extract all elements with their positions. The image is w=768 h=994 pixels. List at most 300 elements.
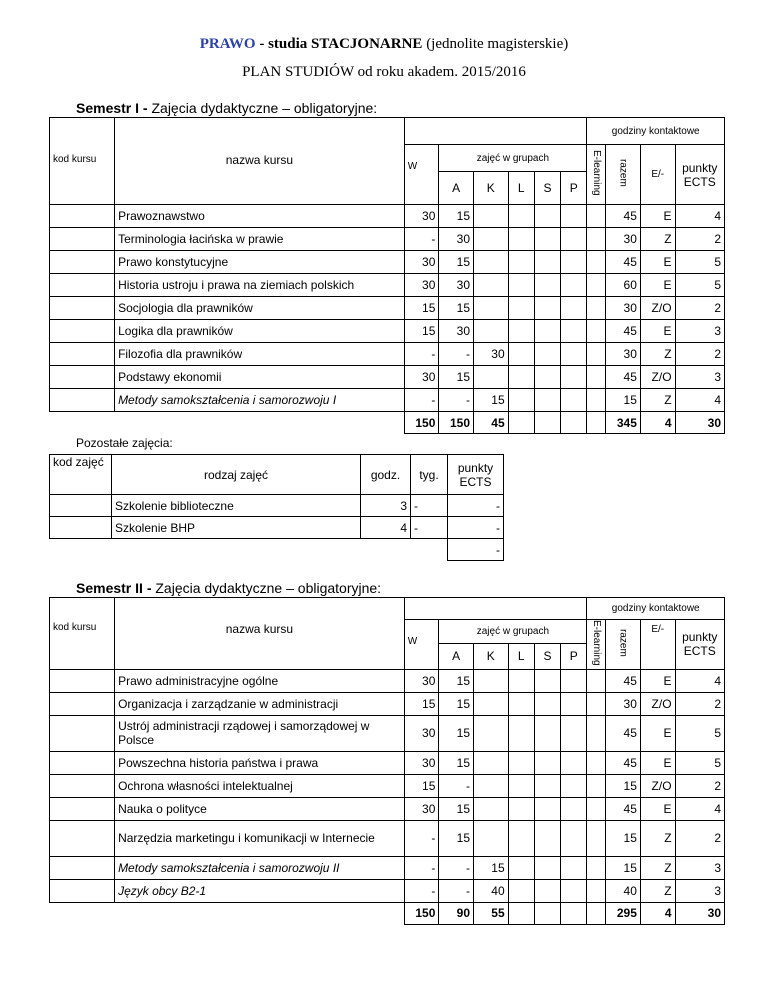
razem-cell: 45 xyxy=(606,366,641,389)
k-cell xyxy=(474,715,509,751)
ects-cell: 3 xyxy=(675,879,724,902)
header-k: K xyxy=(474,643,509,669)
exam-type-cell: Z/O xyxy=(640,366,675,389)
w-cell: 30 xyxy=(404,274,439,297)
w-cell: - xyxy=(404,228,439,251)
elearning-cell xyxy=(587,343,606,366)
s-cell xyxy=(534,366,560,389)
course-code-cell xyxy=(50,715,115,751)
a-cell: 30 xyxy=(439,228,474,251)
header-a: A xyxy=(439,172,474,205)
k-cell: 15 xyxy=(474,856,509,879)
course-name-cell: Ustrój administracji rządowej i samorządowej w Polsce xyxy=(115,715,405,751)
header-kod-kursu: kod kursu xyxy=(50,598,115,670)
l-cell xyxy=(508,669,534,692)
w-cell: - xyxy=(404,389,439,412)
total-k-cell: 55 xyxy=(474,902,509,924)
other-kod-cell xyxy=(50,517,112,539)
ects-cell: 5 xyxy=(675,715,724,751)
elearning-cell xyxy=(587,692,606,715)
w-cell: 30 xyxy=(404,751,439,774)
p-cell xyxy=(561,751,587,774)
course-name-cell: Powszechna historia państwa i prawa xyxy=(115,751,405,774)
ects-cell: 3 xyxy=(675,856,724,879)
elearning-cell xyxy=(587,389,606,412)
k-cell xyxy=(474,366,509,389)
course-code-cell xyxy=(50,251,115,274)
s-cell xyxy=(534,297,560,320)
course-code-cell xyxy=(50,389,115,412)
k-cell xyxy=(474,669,509,692)
title-mode: - studia STACJONARNE xyxy=(255,36,423,52)
course-name-cell: Metody samokształcenia i samorozwoju I xyxy=(115,389,405,412)
total-l-cell xyxy=(508,902,534,924)
p-cell xyxy=(561,228,587,251)
razem-cell: 30 xyxy=(606,343,641,366)
k-cell: 40 xyxy=(474,879,509,902)
p-cell xyxy=(561,856,587,879)
exam-type-cell: E xyxy=(640,205,675,228)
course-name-cell: Narzędzia marketingu i komunikacji w Internecie xyxy=(115,820,405,856)
s-cell xyxy=(534,692,560,715)
l-cell xyxy=(508,797,534,820)
table-row xyxy=(50,320,725,343)
w-cell: 30 xyxy=(404,366,439,389)
p-cell xyxy=(561,669,587,692)
s-cell xyxy=(534,751,560,774)
table-row xyxy=(50,715,725,751)
a-cell: 15 xyxy=(439,751,474,774)
exam-type-cell: E xyxy=(640,751,675,774)
s-cell xyxy=(534,251,560,274)
header-l: L xyxy=(508,172,534,205)
table-row xyxy=(50,751,725,774)
l-cell xyxy=(508,751,534,774)
table-row xyxy=(50,366,725,389)
ects-cell: 2 xyxy=(675,774,724,797)
l-cell xyxy=(508,715,534,751)
course-name-cell: Prawo konstytucyjne xyxy=(115,251,405,274)
total-w-cell: 150 xyxy=(404,412,439,434)
elearning-cell xyxy=(587,669,606,692)
table-row xyxy=(50,820,725,856)
l-cell xyxy=(508,274,534,297)
razem-cell: 45 xyxy=(606,251,641,274)
course-code-cell xyxy=(50,751,115,774)
exam-type-cell: E xyxy=(640,320,675,343)
w-cell: 30 xyxy=(404,715,439,751)
elearning-cell xyxy=(587,251,606,274)
table-row xyxy=(50,797,725,820)
elearning-cell xyxy=(587,297,606,320)
table-row xyxy=(50,274,725,297)
header-p: P xyxy=(561,172,587,205)
total-p-cell xyxy=(561,902,587,924)
p-cell xyxy=(561,297,587,320)
semester1-heading xyxy=(76,100,377,116)
header-l: L xyxy=(508,643,534,669)
semester2-heading xyxy=(76,580,381,596)
k-cell xyxy=(474,205,509,228)
exam-type-cell: Z xyxy=(640,343,675,366)
header-godziny-kontaktowe: godziny kontaktowe xyxy=(587,598,725,620)
razem-cell: 45 xyxy=(606,669,641,692)
k-cell xyxy=(474,774,509,797)
total-a-cell: 90 xyxy=(439,902,474,924)
course-code-cell xyxy=(50,879,115,902)
l-cell xyxy=(508,366,534,389)
course-code-cell xyxy=(50,297,115,320)
k-cell xyxy=(474,751,509,774)
elearning-cell xyxy=(587,856,606,879)
a-cell: 30 xyxy=(439,320,474,343)
total-ects-cell: 30 xyxy=(675,902,724,924)
w-cell: 30 xyxy=(404,797,439,820)
other-header-godz: godz. xyxy=(361,455,411,495)
header-e-z: E/- xyxy=(640,145,675,205)
course-code-cell xyxy=(50,228,115,251)
s-cell xyxy=(534,856,560,879)
l-cell xyxy=(508,205,534,228)
w-cell: 30 xyxy=(404,251,439,274)
razem-cell: 15 xyxy=(606,820,641,856)
a-cell: 15 xyxy=(439,797,474,820)
table-row xyxy=(50,343,725,366)
table-row xyxy=(50,205,725,228)
title-type: (jednolite magisterskie) xyxy=(422,36,569,52)
other-heading: Pozostałe zajęcia: xyxy=(76,436,173,450)
a-cell: - xyxy=(439,389,474,412)
header-razem: razem xyxy=(606,145,641,205)
w-cell: 15 xyxy=(404,320,439,343)
total-razem-cell: 345 xyxy=(606,412,641,434)
ects-cell: 4 xyxy=(675,669,724,692)
p-cell xyxy=(561,774,587,797)
other-total-cell: - xyxy=(448,539,504,561)
s-cell xyxy=(534,820,560,856)
exam-type-cell: Z xyxy=(640,856,675,879)
exam-type-cell: E xyxy=(640,797,675,820)
l-cell xyxy=(508,774,534,797)
razem-cell: 40 xyxy=(606,879,641,902)
header-nazwa-kursu: nazwa kursu xyxy=(115,118,405,205)
table-row xyxy=(50,251,725,274)
w-cell: - xyxy=(404,879,439,902)
total-a-cell: 150 xyxy=(439,412,474,434)
other-header-kod: kod zajęć xyxy=(50,455,112,495)
k-cell xyxy=(474,297,509,320)
a-cell: 15 xyxy=(439,692,474,715)
p-cell xyxy=(561,366,587,389)
course-code-cell xyxy=(50,274,115,297)
course-code-cell xyxy=(50,669,115,692)
other-total-row xyxy=(50,539,504,561)
elearning-cell xyxy=(587,320,606,343)
semester1-table xyxy=(49,117,725,434)
elearning-cell xyxy=(587,366,606,389)
course-name-cell: Metody samokształcenia i samorozwoju II xyxy=(115,856,405,879)
exam-type-cell: E xyxy=(640,669,675,692)
exam-type-cell: Z xyxy=(640,389,675,412)
p-cell xyxy=(561,343,587,366)
s-cell xyxy=(534,320,560,343)
total-p-cell xyxy=(561,412,587,434)
exam-type-cell: Z xyxy=(640,228,675,251)
course-name-cell: Filozofia dla prawników xyxy=(115,343,405,366)
elearning-cell xyxy=(587,879,606,902)
p-cell xyxy=(561,692,587,715)
l-cell xyxy=(508,297,534,320)
razem-cell: 45 xyxy=(606,205,641,228)
ects-cell: 3 xyxy=(675,320,724,343)
s-cell xyxy=(534,343,560,366)
total-l-cell xyxy=(508,412,534,434)
k-cell xyxy=(474,320,509,343)
header-zajec-w-grupach: zajęć w grupach xyxy=(439,145,587,172)
ects-cell: 4 xyxy=(675,205,724,228)
exam-type-cell: E xyxy=(640,715,675,751)
total-s-cell xyxy=(534,412,560,434)
a-cell: 30 xyxy=(439,274,474,297)
other-tyg-cell: - xyxy=(411,517,448,539)
w-cell: - xyxy=(404,343,439,366)
p-cell xyxy=(561,820,587,856)
table-row xyxy=(50,774,725,797)
k-cell xyxy=(474,228,509,251)
a-cell: 15 xyxy=(439,669,474,692)
p-cell xyxy=(561,797,587,820)
total-razem-cell: 295 xyxy=(606,902,641,924)
s-cell xyxy=(534,389,560,412)
course-code-cell xyxy=(50,797,115,820)
other-kod-cell xyxy=(50,495,112,517)
s-cell xyxy=(534,797,560,820)
other-header-ects: punkty ECTS xyxy=(448,455,504,495)
semester1-heading-text: Zajęcia dydaktyczne – obligatoryjne: xyxy=(151,100,378,116)
semester1-heading-bold: Semestr I - xyxy=(76,100,152,116)
header-punkty-ects: punkty ECTS xyxy=(675,620,724,670)
total-exam-cell: 4 xyxy=(640,902,675,924)
header-godziny-kontaktowe: godziny kontaktowe xyxy=(587,118,725,145)
k-cell xyxy=(474,797,509,820)
ects-cell: 2 xyxy=(675,228,724,251)
header-s: S xyxy=(534,643,560,669)
course-code-cell xyxy=(50,774,115,797)
course-code-cell xyxy=(50,856,115,879)
table-row xyxy=(50,879,725,902)
total-ects-cell: 30 xyxy=(675,412,724,434)
razem-cell: 45 xyxy=(606,751,641,774)
l-cell xyxy=(508,228,534,251)
s-cell xyxy=(534,205,560,228)
course-name-cell: Nauka o polityce xyxy=(115,797,405,820)
header-w: W xyxy=(404,620,439,670)
header-k: K xyxy=(474,172,509,205)
other-header-rodzaj: rodzaj zajęć xyxy=(112,455,361,495)
document-title xyxy=(0,36,768,53)
w-cell: 30 xyxy=(404,669,439,692)
header-nazwa-kursu: nazwa kursu xyxy=(115,598,405,670)
header-w: W xyxy=(404,145,439,205)
l-cell xyxy=(508,820,534,856)
exam-type-cell: Z/O xyxy=(640,692,675,715)
ects-cell: 5 xyxy=(675,251,724,274)
s-cell xyxy=(534,715,560,751)
header-e-z: E/- xyxy=(640,620,675,670)
course-name-cell: Terminologia łacińska w prawie xyxy=(115,228,405,251)
course-code-cell xyxy=(50,692,115,715)
a-cell: - xyxy=(439,856,474,879)
ects-cell: 3 xyxy=(675,366,724,389)
exam-type-cell: E xyxy=(640,274,675,297)
p-cell xyxy=(561,251,587,274)
table-row xyxy=(50,297,725,320)
w-cell: 15 xyxy=(404,692,439,715)
w-cell: - xyxy=(404,856,439,879)
w-cell: 15 xyxy=(404,774,439,797)
elearning-cell xyxy=(587,228,606,251)
exam-type-cell: Z/O xyxy=(640,774,675,797)
semester2-heading-bold: Semestr II - xyxy=(76,580,156,596)
table-row xyxy=(50,856,725,879)
s-cell xyxy=(534,774,560,797)
other-name-cell: Szkolenie biblioteczne xyxy=(112,495,361,517)
elearning-cell xyxy=(587,274,606,297)
table-row xyxy=(50,228,725,251)
total-elearning-cell xyxy=(587,902,606,924)
total-exam-cell: 4 xyxy=(640,412,675,434)
s-cell xyxy=(534,669,560,692)
header-zajec-w-grupach: zajęć w grupach xyxy=(439,620,587,644)
course-name-cell: Język obcy B2-1 xyxy=(115,879,405,902)
ects-cell: 5 xyxy=(675,751,724,774)
a-cell: 15 xyxy=(439,205,474,228)
course-name-cell: Ochrona własności intelektualnej xyxy=(115,774,405,797)
s-cell xyxy=(534,274,560,297)
ects-cell: 5 xyxy=(675,274,724,297)
ects-cell: 2 xyxy=(675,343,724,366)
table-row xyxy=(50,495,504,517)
elearning-cell xyxy=(587,715,606,751)
elearning-cell xyxy=(587,774,606,797)
l-cell xyxy=(508,692,534,715)
p-cell xyxy=(561,879,587,902)
elearning-cell xyxy=(587,751,606,774)
table-row xyxy=(50,692,725,715)
header-elearning: E-learning xyxy=(587,620,606,670)
k-cell xyxy=(474,251,509,274)
other-ects-cell: - xyxy=(448,517,504,539)
a-cell: 15 xyxy=(439,715,474,751)
elearning-cell xyxy=(587,205,606,228)
header-elearning: E-learning xyxy=(587,145,606,205)
p-cell xyxy=(561,274,587,297)
total-k-cell: 45 xyxy=(474,412,509,434)
p-cell xyxy=(561,205,587,228)
course-name-cell: Organizacja i zarządzanie w administracji xyxy=(115,692,405,715)
p-cell xyxy=(561,715,587,751)
course-name-cell: Podstawy ekonomii xyxy=(115,366,405,389)
total-s-cell xyxy=(534,902,560,924)
semester2-table xyxy=(49,597,725,925)
l-cell xyxy=(508,320,534,343)
elearning-cell xyxy=(587,820,606,856)
k-cell: 15 xyxy=(474,389,509,412)
ects-cell: 2 xyxy=(675,297,724,320)
l-cell xyxy=(508,879,534,902)
s-cell xyxy=(534,228,560,251)
table-row xyxy=(50,517,504,539)
course-code-cell xyxy=(50,366,115,389)
razem-cell: 60 xyxy=(606,274,641,297)
k-cell: 30 xyxy=(474,343,509,366)
a-cell: - xyxy=(439,343,474,366)
title-program: PRAWO xyxy=(199,36,256,52)
other-ects-cell: - xyxy=(448,495,504,517)
razem-cell: 30 xyxy=(606,297,641,320)
k-cell xyxy=(474,820,509,856)
other-table xyxy=(49,454,504,561)
course-code-cell xyxy=(50,820,115,856)
course-code-cell xyxy=(50,320,115,343)
header-punkty-ects: punkty ECTS xyxy=(675,145,724,205)
course-name-cell: Historia ustroju i prawa na ziemiach polskich xyxy=(115,274,405,297)
semester2-heading-text: Zajęcia dydaktyczne – obligatoryjne: xyxy=(155,580,382,596)
w-cell: 30 xyxy=(404,205,439,228)
exam-type-cell: Z xyxy=(640,879,675,902)
table-row xyxy=(50,389,725,412)
s-cell xyxy=(534,879,560,902)
l-cell xyxy=(508,389,534,412)
other-header-tyg: tyg. xyxy=(411,455,448,495)
w-cell: 15 xyxy=(404,297,439,320)
k-cell xyxy=(474,274,509,297)
a-cell: 15 xyxy=(439,251,474,274)
razem-cell: 15 xyxy=(606,389,641,412)
razem-cell: 30 xyxy=(606,228,641,251)
a-cell: 15 xyxy=(439,366,474,389)
header-p: P xyxy=(561,643,587,669)
a-cell: 15 xyxy=(439,297,474,320)
ects-cell: 2 xyxy=(675,692,724,715)
course-name-cell: Prawoznawstwo xyxy=(115,205,405,228)
header-s: S xyxy=(534,172,560,205)
elearning-cell xyxy=(587,797,606,820)
other-name-cell: Szkolenie BHP xyxy=(112,517,361,539)
course-name-cell: Logika dla prawników xyxy=(115,320,405,343)
course-code-cell xyxy=(50,205,115,228)
a-cell: - xyxy=(439,774,474,797)
exam-type-cell: E xyxy=(640,251,675,274)
header-kod-kursu: kod kursu xyxy=(50,118,115,205)
course-name-cell: Socjologia dla prawników xyxy=(115,297,405,320)
total-w-cell: 150 xyxy=(404,902,439,924)
ects-cell: 4 xyxy=(675,797,724,820)
k-cell xyxy=(474,692,509,715)
razem-cell: 45 xyxy=(606,797,641,820)
exam-type-cell: Z xyxy=(640,820,675,856)
l-cell xyxy=(508,251,534,274)
other-godz-cell: 3 xyxy=(361,495,411,517)
a-cell: - xyxy=(439,879,474,902)
total-elearning-cell xyxy=(587,412,606,434)
course-code-cell xyxy=(50,343,115,366)
a-cell: 15 xyxy=(439,820,474,856)
total-row xyxy=(50,412,725,434)
w-cell: - xyxy=(404,820,439,856)
razem-cell: 45 xyxy=(606,715,641,751)
p-cell xyxy=(561,320,587,343)
